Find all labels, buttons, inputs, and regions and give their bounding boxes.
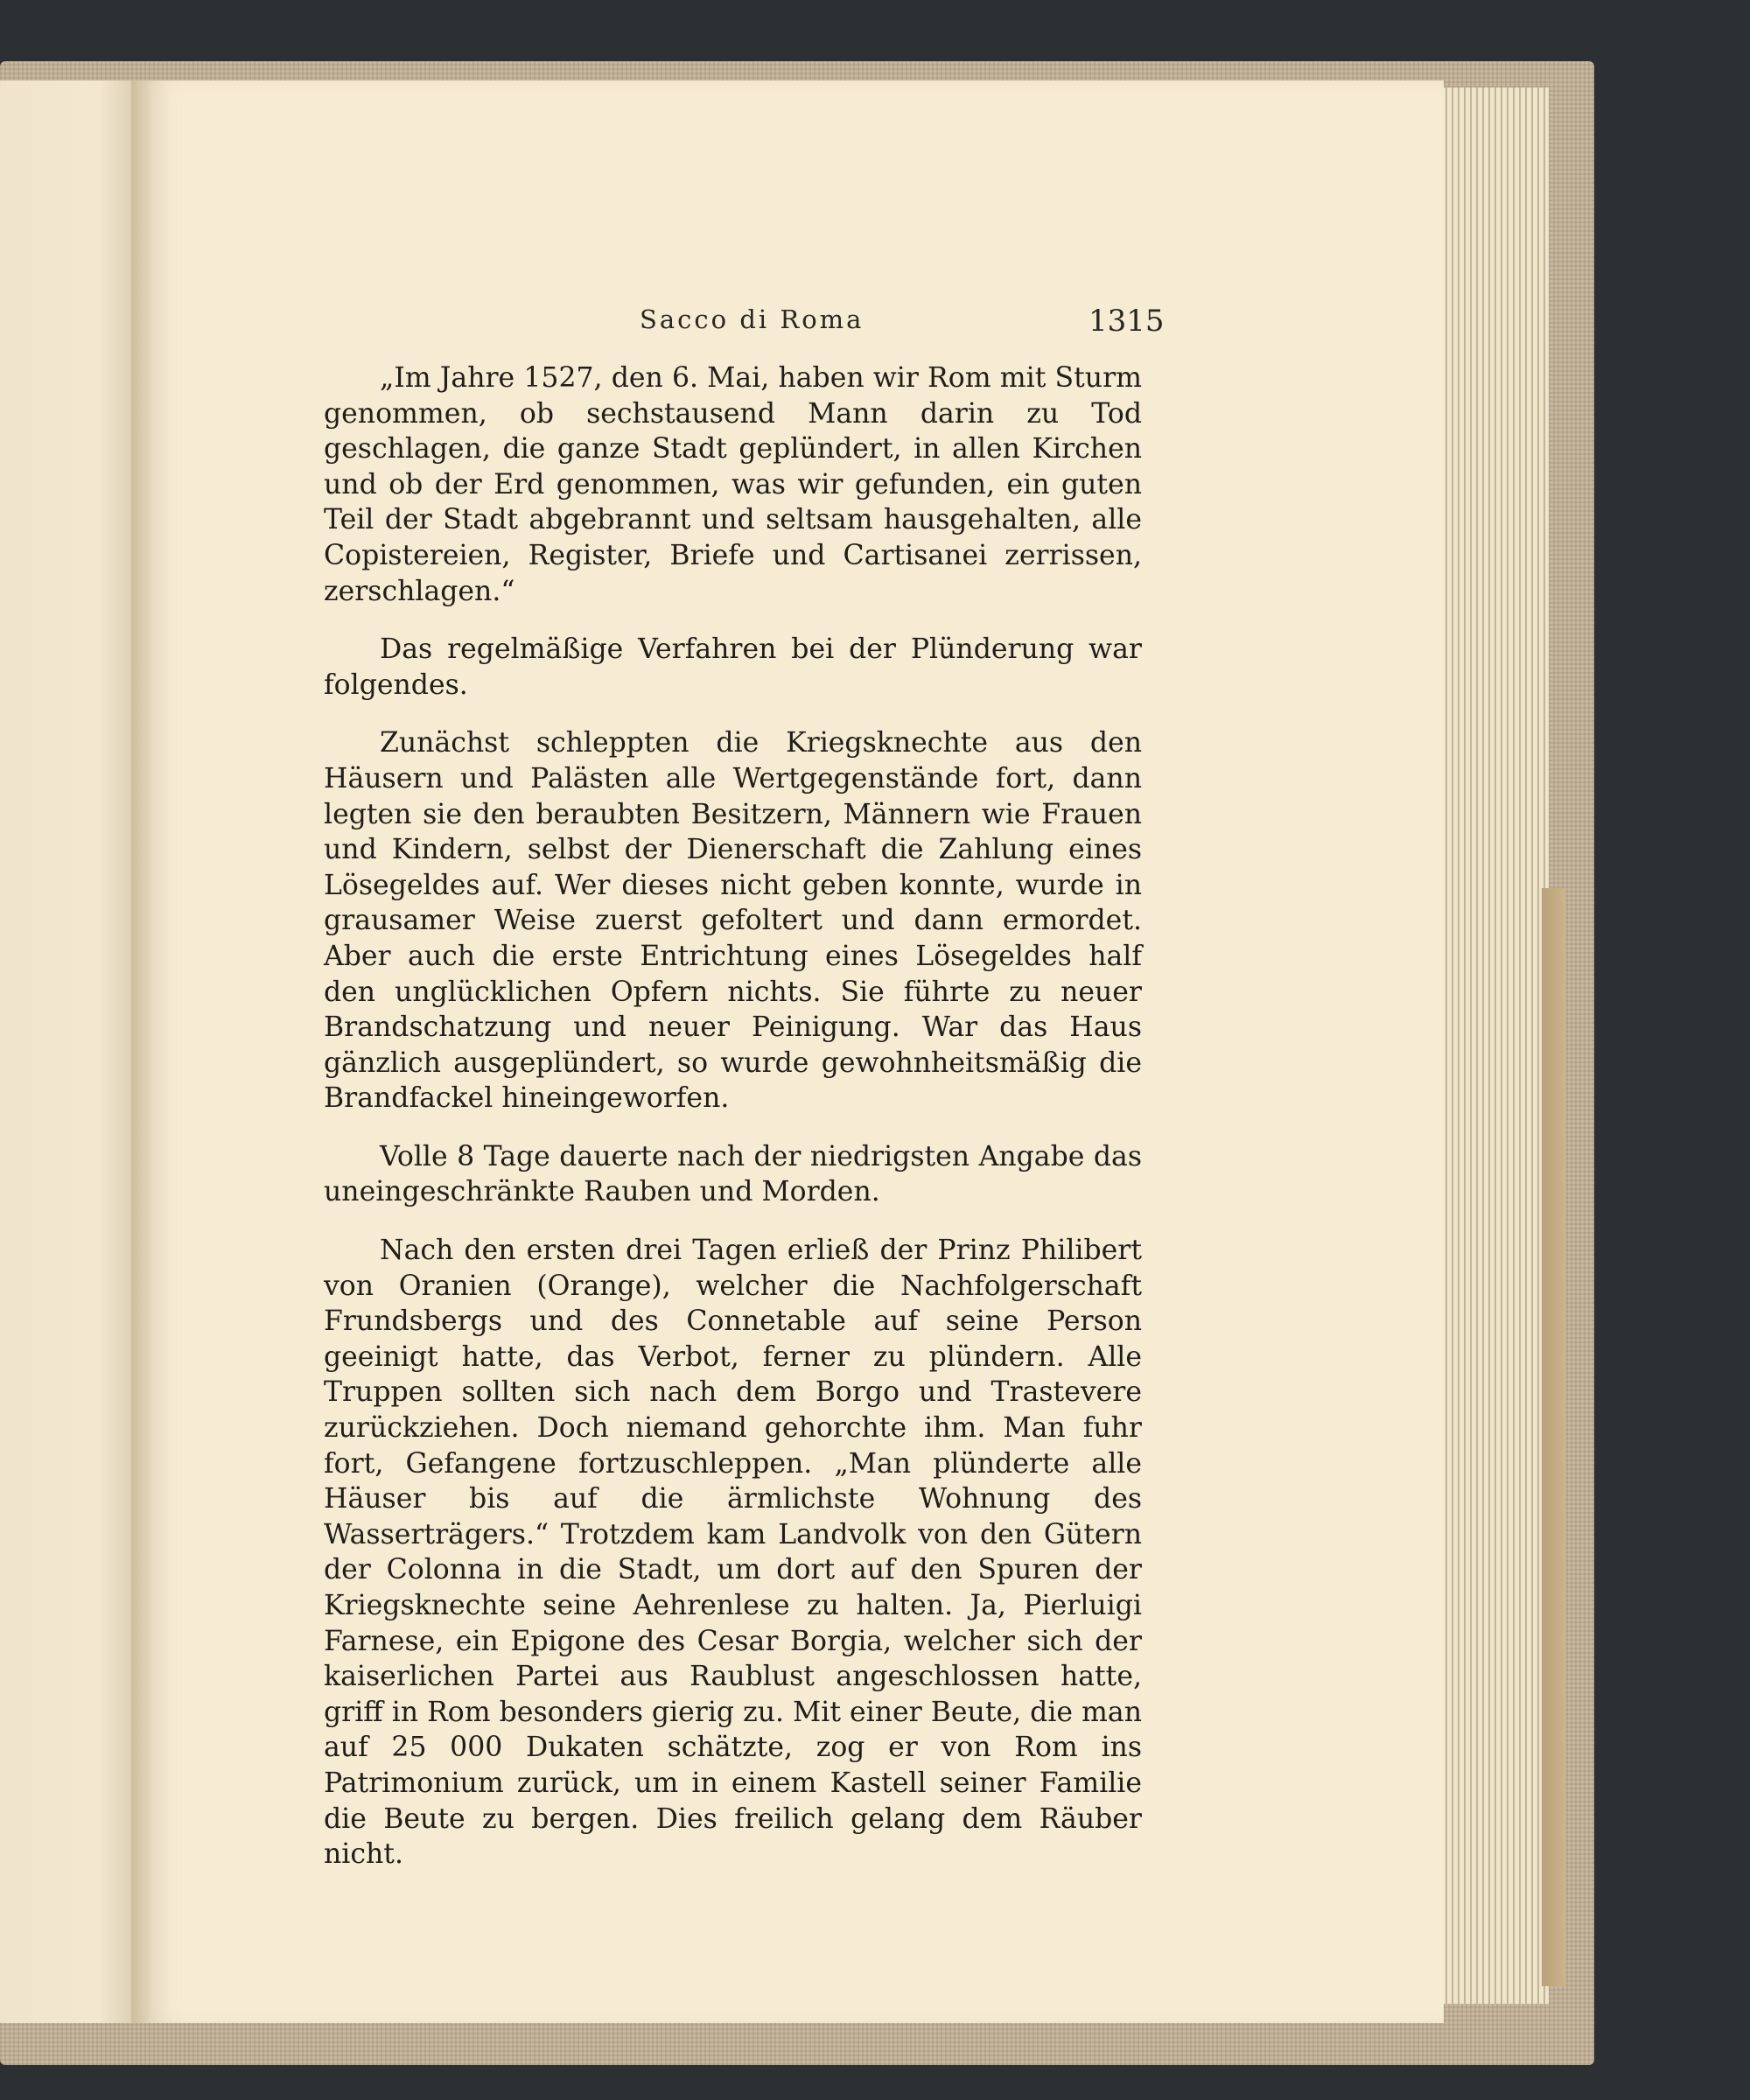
left-page-edge (0, 80, 140, 2023)
body-text (324, 360, 1142, 1895)
paragraph-duration: Volle 8 Tage dauerte nach der niedrigsten Angabe das uneingeschränkte Rauben und Morden. (324, 1140, 1142, 1208)
paragraph-oranien: Nach den ersten drei Tagen erließ der Prinz Philibert von Oranien (Orange), welcher die Nachfolgerschaft Frundsbergs und des Connetable auf seine Person geeinigt hatte, das Verbot, ferner zu plündern. Alle Truppen sollten sich nach dem Borgo und Trastevere zurückziehen. Doch niemand gehorchte ihm. Man fuhr fort, Gefangene fortzuschleppen. „Man plünderte alle Häuser bis auf die ärmlichste Wohnung des Wasserträgers.“ Trotzdem kam Landvolk von den Gütern der Colonna in die Stadt, um dort auf den Spuren der Kriegsknechte seine Aehrenlese zu halten. Ja, Pierluigi Farnese, ein Epigone des Cesar Borgia, welcher sich der kaiserlichen Partei aus Raublust angeschlossen hatte, griff in Rom besonders gierig zu. Mit einer Beute, die man auf 25 000 Dukaten schätzte, zog er von Rom ins Patrimonium zurück, um in einem Kastell seiner Familie die Beute zu bergen. Dies freilich gelang dem Räuber nicht. (324, 1235, 1142, 1871)
paragraph-procedure: Das regelmäßige Verfahren bei der Plünderung war folgendes. (324, 634, 1142, 701)
page-edges (1435, 88, 1549, 2004)
paragraph-quote: „Im Jahre 1527, den 6. Mai, haben wir Rom mit Sturm genommen, ob sechstausend Mann darin zu Tod geschlagen, die ganze Stadt geplündert, in allen Kirchen und ob der Erd genommen, was wir gefunden, ein guten Teil der Stadt abgebrannt und seltsam hausgehalten, alle Copistereien, Register, Briefe und Cartisanei zerrissen, zerschlagen.“ (324, 362, 1142, 607)
paragraph-plunder: Zunächst schleppten die Kriegsknechte aus den Häusern und Palästen alle Wertgegenstände fort, dann legten sie den beraubten Besitzern, Männern wie Frauen und Kindern, selbst der Dienerschaft die Zahlung eines Lösegeldes auf. Wer dieses nicht geben konnte, wurde in grausamer Weise zuerst gefoltert und dann ermordet. Aber auch die erste Entrichtung eines Lösegeldes half den unglücklichen Opfern nichts. Sie führte zu neuer Brandschatzung und neuer Peinigung. War das Haus gänzlich ausgeplündert, so wurde gewohnheitsmäßig die Brandfackel hineingeworfen. (324, 727, 1142, 1115)
running-title: Sacco di Roma (640, 304, 864, 334)
page-edges-shadow (1542, 888, 1566, 1986)
page-number: 1315 (1088, 304, 1165, 339)
